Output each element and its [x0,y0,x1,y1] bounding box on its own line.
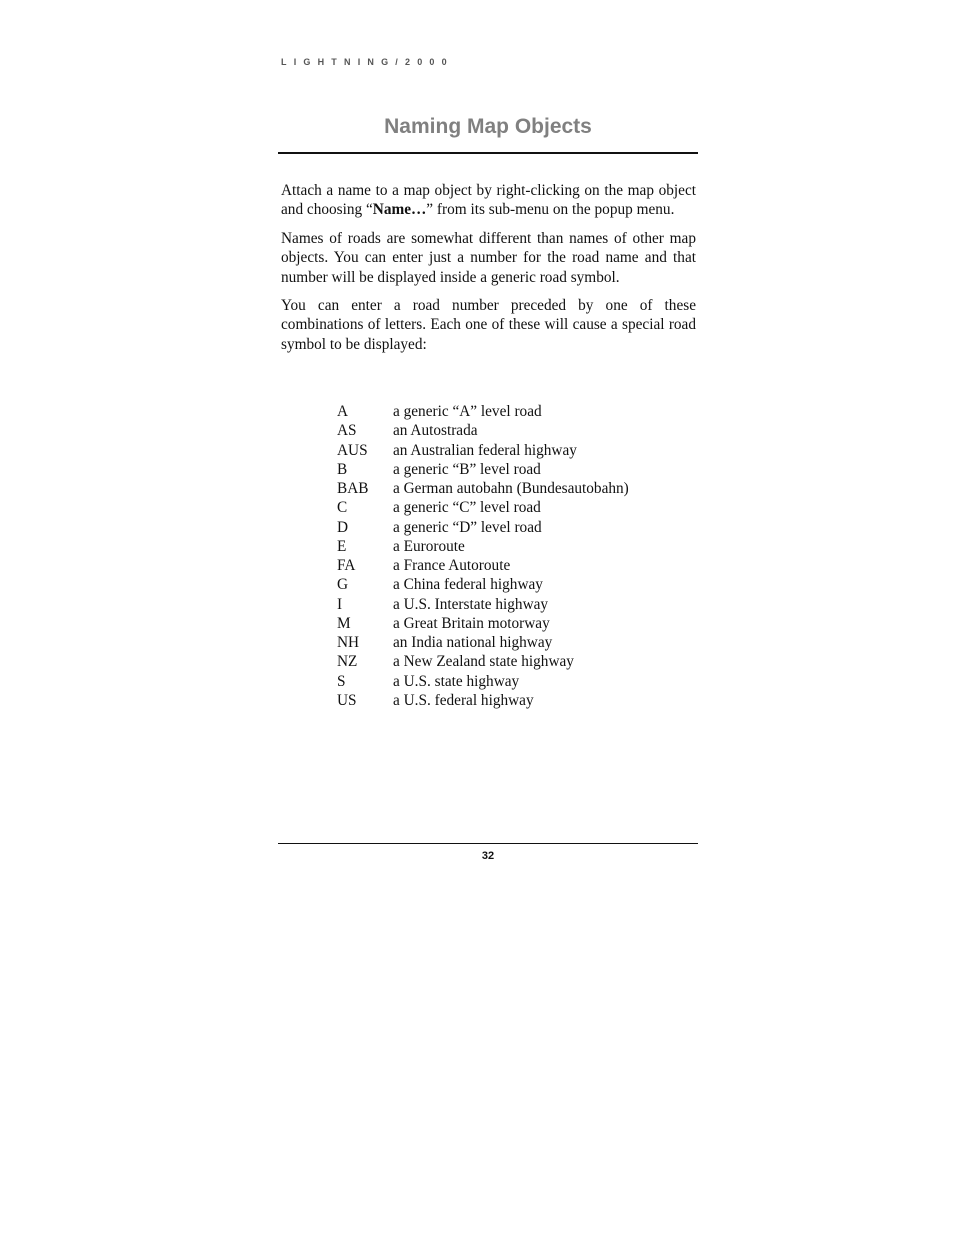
list-item [337,498,697,517]
paragraph-text: Attach a name to a map object by right-clicking on the map object and choosing “ [281,182,696,219]
list-item [337,595,697,614]
list-item [337,672,697,691]
road-code-description: an Australian federal highway [393,441,577,459]
road-code-description: a generic “D” level road [393,518,542,536]
list-item [337,556,697,575]
road-code-description: a U.S. Interstate highway [393,595,549,613]
page-title: Naming Map Objects [384,115,592,138]
footer-divider [278,843,698,844]
road-code-description: a Euroroute [393,537,465,555]
road-code: E [337,537,347,555]
road-code-description: a U.S. federal highway [393,691,534,709]
road-code-description: a generic “A” level road [393,403,542,420]
paragraph-text: ” from its sub-menu on the popup menu. [426,201,675,219]
road-code-description: a France Autoroute [393,557,511,574]
road-code-description: a Great Britain motorway [393,614,550,632]
road-code: G [337,576,349,594]
list-item [337,441,697,460]
road-code-description: an India national highway [393,634,553,651]
list-item [337,691,697,710]
paragraph-road-prefixes: You can enter a road number preceded by one of these combinations of letters. Each one of these will cause a special road symbol to be displayed: [281,297,696,353]
list-item [337,633,697,652]
list-item [337,402,697,421]
body-text [281,181,696,363]
road-code: M [337,614,351,632]
paragraph-attach-name [281,181,696,220]
road-code: AUS [337,441,368,459]
road-code-description: a U.S. state highway [393,672,520,690]
list-item [337,479,697,498]
list-item [337,421,697,440]
list-item [337,537,697,556]
road-code-description: a New Zealand state highway [393,653,574,671]
list-item [337,652,697,671]
road-code: NZ [337,653,358,671]
paragraph-road-names: Names of roads are somewhat different than names of other map objects. You can enter just a number for the road name and that number will be displayed inside a generic road symbol. [281,229,696,286]
page-number: 32 [481,850,495,862]
road-code-description: a generic “C” level road [393,499,541,517]
road-code-description: a generic “B” level road [393,460,541,478]
menu-item-reference: Name… [372,201,427,219]
road-code: C [337,499,348,517]
road-code: D [337,518,349,536]
running-header: LIGHTNING/2000 [281,57,454,67]
road-code: A [337,403,349,420]
road-code: B [337,460,348,478]
list-item [337,460,697,479]
road-code-description: a China federal highway [393,576,543,594]
list-item [337,518,697,537]
road-code: AS [337,422,357,440]
road-code: BAB [337,480,369,497]
road-code: FA [337,557,356,574]
road-code: NH [337,634,360,651]
list-item [337,575,697,594]
list-item [337,614,697,633]
road-code: US [337,691,357,709]
road-code-description: an Autostrada [393,422,478,440]
title-divider [278,152,698,154]
road-code-description: a German autobahn (Bundesautobahn) [393,480,629,497]
road-code: S [337,672,346,690]
road-code: I [337,595,343,613]
road-code-list [337,402,697,710]
